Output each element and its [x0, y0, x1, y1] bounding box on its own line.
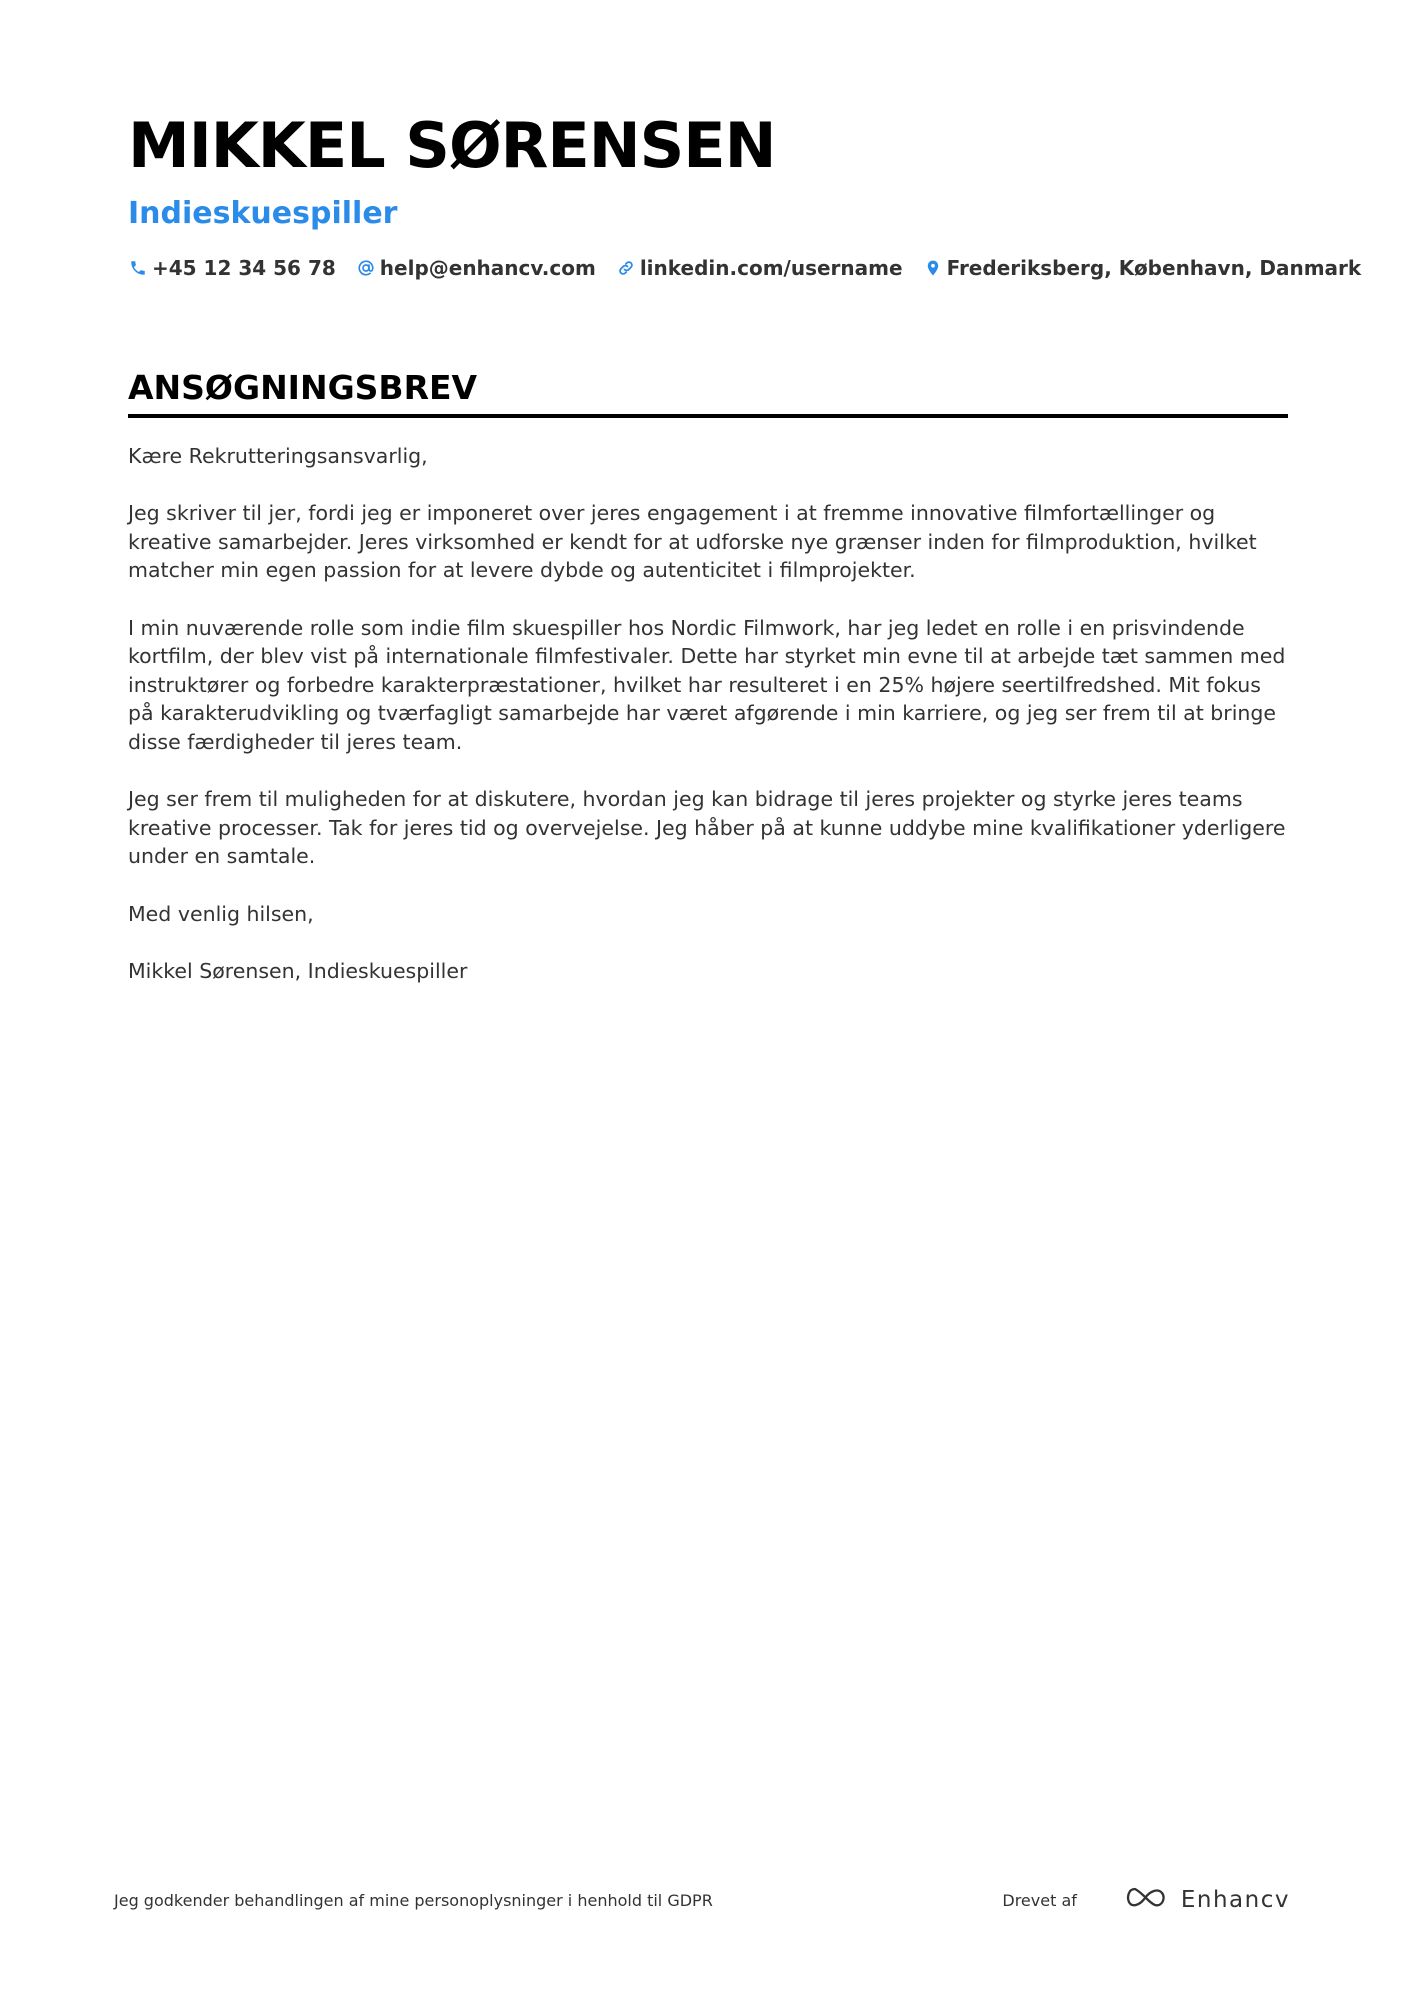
linkedin-url[interactable]: linkedin.com/username — [639, 256, 903, 280]
contact-bar — [128, 256, 1362, 280]
letter-paragraph: I min nuværende rolle som indie film skuespiller hos Nordic Filmwork, har jeg ledet en rolle i en prisvindende kortfilm, der blev vist på internationale filmfestivaler. Dette har styrket min evne til at arbejde tæt sammen med instruktører og forbedre karakterpræstationer, hvilket har resulteret i en 25% højere seertilfredshed. Mit fokus på karakterudvikling og tværfagligt samarbejde har været afgørende i min karriere, og jeg ser frem til at bringe disse færdigheder til jeres team. — [128, 615, 1286, 754]
link-icon — [616, 258, 636, 278]
powered-by-label: Drevet af — [1002, 1890, 1077, 1910]
brand-name: Enhancv — [1180, 1887, 1290, 1913]
footer — [114, 1880, 1290, 1920]
applicant-name: MIKKEL SØRENSEN — [128, 109, 776, 182]
contact-linkedin — [616, 256, 903, 280]
letter-closing: Med venlig hilsen, — [128, 901, 314, 926]
location-text: Frederiksberg, København, Danmark — [946, 256, 1362, 280]
contact-location — [923, 256, 1362, 280]
enhancv-logo-icon — [1125, 1885, 1171, 1915]
letter-paragraph: Jeg ser frem til muligheden for at diskutere, hvordan jeg kan bidrage til jeres projekter og styrke jeres teams kreative processer. Tak for jeres tid og overvejelse. Jeg håber på at kunne uddybe mine kvalifikationer yderligere under en samtale. — [128, 787, 1286, 869]
job-title: Indieskuespiller — [128, 196, 398, 231]
enhancv-brand[interactable] — [1125, 1885, 1290, 1915]
letter-paragraph: Jeg skriver til jer, fordi jeg er imponeret over jeres engagement i at fremme innovative filmfortællinger og kreative samarbejder. Jeres virksomhed er kendt for at udforske nye grænser inden for filmproduktion, hvilket matcher min egen passion for at levere dybde og autenticitet i filmprojekter. — [128, 501, 1257, 583]
contact-email — [356, 256, 596, 280]
phone-number[interactable]: +45 12 34 56 78 — [152, 256, 336, 280]
phone-icon — [128, 258, 148, 278]
contact-phone — [128, 256, 336, 280]
letter-body — [128, 442, 1288, 985]
powered-by — [1002, 1885, 1290, 1915]
letter-signature: Mikkel Sørensen, Indieskuespiller — [128, 958, 468, 983]
at-icon — [356, 258, 376, 278]
gdpr-consent: Jeg godkender behandlingen af mine personoplysninger i henhold til GDPR — [114, 1890, 713, 1910]
email-address[interactable]: help@enhancv.com — [379, 256, 596, 280]
section-title: ANSØGNINGSBREV — [128, 366, 1288, 418]
letter-section — [128, 366, 1288, 1014]
location-pin-icon — [923, 258, 943, 278]
letter-greeting: Kære Rekrutteringsansvarlig, — [128, 444, 428, 468]
header — [128, 108, 1362, 280]
